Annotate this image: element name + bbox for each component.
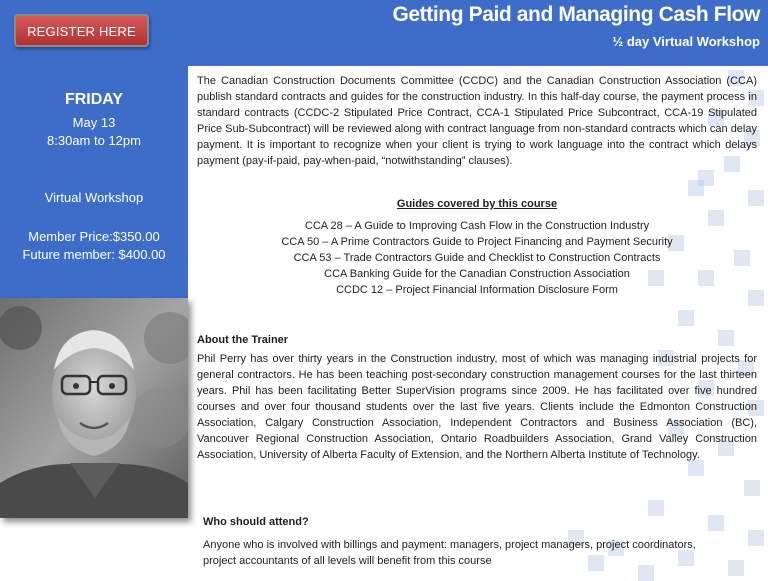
event-details-panel: [0, 66, 188, 298]
guide-item: CCA Banking Guide for the Canadian Construction Association: [324, 268, 630, 280]
course-description: The Canadian Construction Documents Committee (CCDC) and the Canadian Construction Association (CCA) publish standard contracts and guides for the construction industry. In this half-day course, the payment process in standard contracts (CCDC-2 Stipulated Price Contract, CCA-1 Stipulated Price Subcontract, CCA-19 Stipulated Price Sub-Subcontract) will be reviewed along with contract language from non-standard contracts which can delay payment. It is important to recognize when your client is trying to work language into the contract which delays payment (pay-if-paid, pay-when-paid, “notwithstanding” clauses).: [197, 75, 757, 167]
guide-item: CCA 53 – Trade Contractors Guide and Checklist to Construction Contracts: [293, 252, 661, 264]
mosaic-tile: [678, 310, 694, 326]
guides-heading: Guides covered by this course: [396, 198, 558, 210]
mosaic-tile: [748, 530, 764, 546]
page-subtitle: ½ day Virtual Workshop: [612, 34, 760, 49]
register-button[interactable]: REGISTER HERE: [14, 14, 149, 47]
future-member-price: Future member: $400.00: [22, 247, 166, 262]
guide-item: CCA 28 – A Guide to Improving Cash Flow in the Construction Industry: [304, 220, 650, 232]
guide-item: CCA 50 – A Prime Contractors Guide to Project Financing and Payment Security: [281, 236, 673, 248]
member-price: Member Price:$350.00: [28, 229, 160, 244]
about-trainer-heading: About the Trainer: [197, 334, 289, 346]
who-should-attend-text: Anyone who is involved with billings and payment: managers, project managers, project coordinators, project accountants of all levels will benefit from this course: [203, 539, 696, 567]
guides-list: [197, 218, 757, 298]
trainer-portrait-image: [0, 298, 188, 518]
event-time: 8:30am to 12pm: [47, 133, 141, 148]
mosaic-tile: [728, 560, 744, 576]
header-banner: [0, 0, 768, 66]
mosaic-tile: [648, 500, 664, 516]
guide-item: CCDC 12 – Project Financial Information Disclosure Form: [336, 284, 618, 296]
trainer-photo: [0, 298, 188, 518]
page-title: Getting Paid and Managing Cash Flow: [392, 3, 760, 26]
event-day: FRIDAY: [64, 91, 124, 108]
trainer-bio: Phil Perry has over thirty years in the Construction industry, most of which was managing industrial projects for general contractors. He has been teaching post-secondary construction management courses for the last thirteen years. Phil has been facilitating Better SuperVision programs since 2009. He has facilitated over five hundred courses and over four thousand students over the last five years. Clients include the Edmonton Construction Association, Calgary Construction Association, Independent Contractors and Business Association (BC), Vancouver Regional Construction Association, Ontario Roadbuilders Association, Grand Valley Construction Association, University of Alberta Faculty of Extension, and the Northern Alberta Institute of Technology.: [197, 353, 757, 461]
mosaic-tile: [698, 170, 714, 186]
event-format: Virtual Workshop: [44, 190, 144, 205]
mosaic-tile: [708, 515, 724, 531]
event-date: May 13: [72, 115, 116, 130]
mosaic-tile: [744, 480, 760, 496]
who-should-attend-heading: Who should attend?: [203, 516, 309, 528]
